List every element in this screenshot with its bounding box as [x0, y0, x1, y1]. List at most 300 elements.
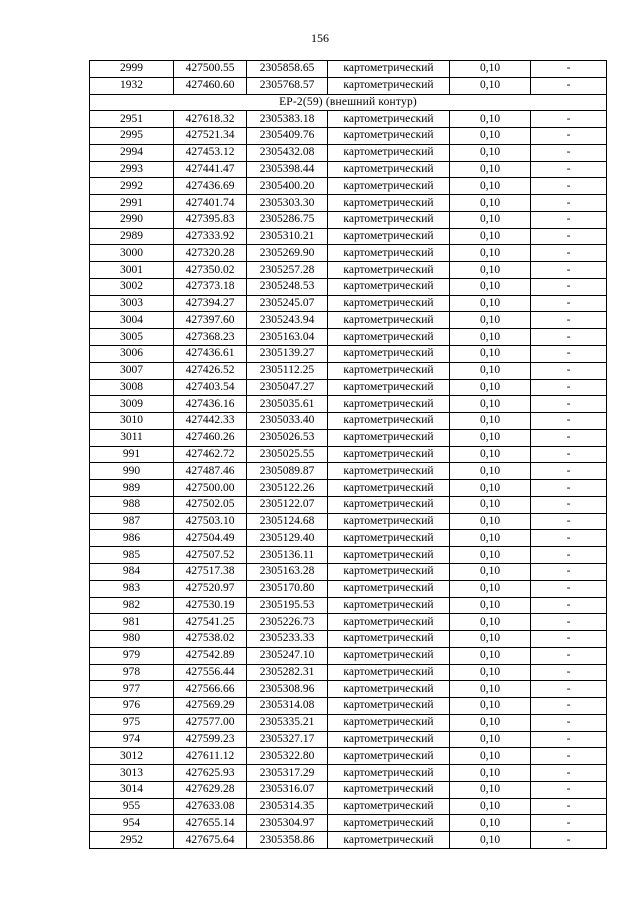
- point-number-cell: 978: [90, 664, 174, 681]
- point-number-cell: 975: [90, 714, 174, 731]
- y-coordinate-cell: 2305170.80: [247, 580, 328, 597]
- y-coordinate-cell: 2305768.57: [247, 77, 328, 94]
- accuracy-cell: 0,10: [450, 547, 531, 564]
- x-coordinate-cell: 427487.46: [174, 463, 247, 480]
- description-cell: -: [531, 278, 607, 295]
- method-cell: картометрический: [328, 128, 450, 145]
- method-cell: картометрический: [328, 631, 450, 648]
- accuracy-cell: 0,10: [450, 463, 531, 480]
- point-number-cell: 976: [90, 698, 174, 715]
- accuracy-cell: 0,10: [450, 111, 531, 128]
- y-coordinate-cell: 2305129.40: [247, 530, 328, 547]
- y-coordinate-cell: 2305310.21: [247, 228, 328, 245]
- table-row: [90, 262, 607, 279]
- x-coordinate-cell: 427599.23: [174, 731, 247, 748]
- method-cell: картометрический: [328, 580, 450, 597]
- description-cell: -: [531, 463, 607, 480]
- description-cell: -: [531, 698, 607, 715]
- point-number-cell: 3009: [90, 396, 174, 413]
- method-cell: картометрический: [328, 362, 450, 379]
- method-cell: картометрический: [328, 446, 450, 463]
- accuracy-cell: 0,10: [450, 295, 531, 312]
- table-row: [90, 530, 607, 547]
- description-cell: -: [531, 329, 607, 346]
- point-number-cell: 2995: [90, 128, 174, 145]
- y-coordinate-cell: 2305247.10: [247, 647, 328, 664]
- point-number-cell: 979: [90, 647, 174, 664]
- x-coordinate-cell: 427436.69: [174, 178, 247, 195]
- accuracy-cell: 0,10: [450, 128, 531, 145]
- accuracy-cell: 0,10: [450, 714, 531, 731]
- table-row: [90, 798, 607, 815]
- table-row: [90, 413, 607, 430]
- point-number-cell: 3006: [90, 346, 174, 363]
- y-coordinate-cell: 2305314.08: [247, 698, 328, 715]
- point-number-cell: 3001: [90, 262, 174, 279]
- x-coordinate-cell: 427395.83: [174, 211, 247, 228]
- method-cell: картометрический: [328, 530, 450, 547]
- y-coordinate-cell: 2305033.40: [247, 413, 328, 430]
- description-cell: -: [531, 195, 607, 212]
- x-coordinate-cell: 427556.44: [174, 664, 247, 681]
- table-row: [90, 815, 607, 832]
- x-coordinate-cell: 427675.64: [174, 832, 247, 849]
- method-cell: картометрический: [328, 463, 450, 480]
- table-row: [90, 245, 607, 262]
- x-coordinate-cell: 427368.23: [174, 329, 247, 346]
- y-coordinate-cell: 2305858.65: [247, 61, 328, 78]
- method-cell: картометрический: [328, 211, 450, 228]
- x-coordinate-cell: 427460.26: [174, 429, 247, 446]
- method-cell: картометрический: [328, 798, 450, 815]
- method-cell: картометрический: [328, 563, 450, 580]
- table-row: [90, 195, 607, 212]
- accuracy-cell: 0,10: [450, 329, 531, 346]
- method-cell: картометрический: [328, 614, 450, 631]
- point-number-cell: 980: [90, 631, 174, 648]
- x-coordinate-cell: 427503.10: [174, 513, 247, 530]
- method-cell: картометрический: [328, 379, 450, 396]
- x-coordinate-cell: 427541.25: [174, 614, 247, 631]
- coordinates-table-body: [90, 61, 607, 849]
- table-row: [90, 346, 607, 363]
- method-cell: картометрический: [328, 832, 450, 849]
- y-coordinate-cell: 2305047.27: [247, 379, 328, 396]
- description-cell: -: [531, 647, 607, 664]
- point-number-cell: 3014: [90, 781, 174, 798]
- method-cell: картометрический: [328, 396, 450, 413]
- table-row: [90, 463, 607, 480]
- table-row: [90, 228, 607, 245]
- section-header-row: [90, 94, 607, 111]
- table-row: [90, 765, 607, 782]
- description-cell: -: [531, 362, 607, 379]
- description-cell: -: [531, 61, 607, 78]
- x-coordinate-cell: 427633.08: [174, 798, 247, 815]
- x-coordinate-cell: 427500.00: [174, 480, 247, 497]
- x-coordinate-cell: 427397.60: [174, 312, 247, 329]
- x-coordinate-cell: 427453.12: [174, 144, 247, 161]
- table-row: [90, 379, 607, 396]
- description-cell: -: [531, 429, 607, 446]
- accuracy-cell: 0,10: [450, 346, 531, 363]
- description-cell: -: [531, 714, 607, 731]
- point-number-cell: 3011: [90, 429, 174, 446]
- point-number-cell: 988: [90, 496, 174, 513]
- description-cell: -: [531, 815, 607, 832]
- point-number-cell: 2991: [90, 195, 174, 212]
- x-coordinate-cell: 427629.28: [174, 781, 247, 798]
- table-row: [90, 832, 607, 849]
- point-number-cell: 989: [90, 480, 174, 497]
- y-coordinate-cell: 2305026.53: [247, 429, 328, 446]
- point-number-cell: 955: [90, 798, 174, 815]
- accuracy-cell: 0,10: [450, 228, 531, 245]
- description-cell: -: [531, 563, 607, 580]
- point-number-cell: 3012: [90, 748, 174, 765]
- accuracy-cell: 0,10: [450, 195, 531, 212]
- point-number-cell: 954: [90, 815, 174, 832]
- x-coordinate-cell: 427436.16: [174, 396, 247, 413]
- point-number-cell: 3008: [90, 379, 174, 396]
- description-cell: -: [531, 245, 607, 262]
- point-number-cell: 2952: [90, 832, 174, 849]
- accuracy-cell: 0,10: [450, 446, 531, 463]
- description-cell: -: [531, 496, 607, 513]
- accuracy-cell: 0,10: [450, 765, 531, 782]
- table-row: [90, 513, 607, 530]
- y-coordinate-cell: 2305327.17: [247, 731, 328, 748]
- method-cell: картометрический: [328, 496, 450, 513]
- x-coordinate-cell: 427394.27: [174, 295, 247, 312]
- accuracy-cell: 0,10: [450, 597, 531, 614]
- table-row: [90, 781, 607, 798]
- y-coordinate-cell: 2305282.31: [247, 664, 328, 681]
- y-coordinate-cell: 2305269.90: [247, 245, 328, 262]
- accuracy-cell: 0,10: [450, 245, 531, 262]
- table-row: [90, 731, 607, 748]
- description-cell: -: [531, 580, 607, 597]
- point-number-cell: 977: [90, 681, 174, 698]
- y-coordinate-cell: 2305112.25: [247, 362, 328, 379]
- description-cell: -: [531, 111, 607, 128]
- y-coordinate-cell: 2305409.76: [247, 128, 328, 145]
- method-cell: картометрический: [328, 77, 450, 94]
- point-number-cell: 3000: [90, 245, 174, 262]
- x-coordinate-cell: 427333.92: [174, 228, 247, 245]
- method-cell: картометрический: [328, 698, 450, 715]
- x-coordinate-cell: 427436.61: [174, 346, 247, 363]
- description-cell: -: [531, 798, 607, 815]
- y-coordinate-cell: 2305243.94: [247, 312, 328, 329]
- point-number-cell: 974: [90, 731, 174, 748]
- table-row: [90, 714, 607, 731]
- method-cell: картометрический: [328, 346, 450, 363]
- table-row: [90, 614, 607, 631]
- accuracy-cell: 0,10: [450, 664, 531, 681]
- description-cell: -: [531, 480, 607, 497]
- table-row: [90, 312, 607, 329]
- accuracy-cell: 0,10: [450, 748, 531, 765]
- x-coordinate-cell: 427569.29: [174, 698, 247, 715]
- y-coordinate-cell: 2305317.29: [247, 765, 328, 782]
- point-number-cell: 2951: [90, 111, 174, 128]
- method-cell: картометрический: [328, 111, 450, 128]
- x-coordinate-cell: 427320.28: [174, 245, 247, 262]
- accuracy-cell: 0,10: [450, 278, 531, 295]
- y-coordinate-cell: 2305124.68: [247, 513, 328, 530]
- method-cell: картометрический: [328, 429, 450, 446]
- x-coordinate-cell: 427502.05: [174, 496, 247, 513]
- method-cell: картометрический: [328, 245, 450, 262]
- method-cell: картометрический: [328, 731, 450, 748]
- method-cell: картометрический: [328, 329, 450, 346]
- x-coordinate-cell: 427530.19: [174, 597, 247, 614]
- accuracy-cell: 0,10: [450, 144, 531, 161]
- y-coordinate-cell: 2305398.44: [247, 161, 328, 178]
- description-cell: -: [531, 396, 607, 413]
- y-coordinate-cell: 2305035.61: [247, 396, 328, 413]
- accuracy-cell: 0,10: [450, 77, 531, 94]
- table-row: [90, 563, 607, 580]
- point-number-cell: 3005: [90, 329, 174, 346]
- accuracy-cell: 0,10: [450, 798, 531, 815]
- description-cell: -: [531, 547, 607, 564]
- method-cell: картометрический: [328, 262, 450, 279]
- y-coordinate-cell: 2305139.27: [247, 346, 328, 363]
- method-cell: картометрический: [328, 815, 450, 832]
- point-number-cell: 3013: [90, 765, 174, 782]
- x-coordinate-cell: 427507.52: [174, 547, 247, 564]
- method-cell: картометрический: [328, 413, 450, 430]
- page-number: 156: [311, 31, 329, 45]
- description-cell: -: [531, 161, 607, 178]
- accuracy-cell: 0,10: [450, 496, 531, 513]
- point-number-cell: 1932: [90, 77, 174, 94]
- accuracy-cell: 0,10: [450, 396, 531, 413]
- point-number-cell: 2989: [90, 228, 174, 245]
- table-row: [90, 429, 607, 446]
- y-coordinate-cell: 2305322.80: [247, 748, 328, 765]
- method-cell: картометрический: [328, 144, 450, 161]
- accuracy-cell: 0,10: [450, 731, 531, 748]
- description-cell: -: [531, 346, 607, 363]
- table-row: [90, 698, 607, 715]
- description-cell: -: [531, 211, 607, 228]
- x-coordinate-cell: 427401.74: [174, 195, 247, 212]
- y-coordinate-cell: 2305226.73: [247, 614, 328, 631]
- method-cell: картометрический: [328, 312, 450, 329]
- y-coordinate-cell: 2305335.21: [247, 714, 328, 731]
- point-number-cell: 990: [90, 463, 174, 480]
- point-number-cell: 2999: [90, 61, 174, 78]
- x-coordinate-cell: 427618.32: [174, 111, 247, 128]
- accuracy-cell: 0,10: [450, 781, 531, 798]
- x-coordinate-cell: 427611.12: [174, 748, 247, 765]
- description-cell: -: [531, 781, 607, 798]
- point-number-cell: 991: [90, 446, 174, 463]
- x-coordinate-cell: 427538.02: [174, 631, 247, 648]
- accuracy-cell: 0,10: [450, 362, 531, 379]
- method-cell: картометрический: [328, 228, 450, 245]
- method-cell: картометрический: [328, 295, 450, 312]
- table-row: [90, 128, 607, 145]
- description-cell: -: [531, 614, 607, 631]
- y-coordinate-cell: 2305025.55: [247, 446, 328, 463]
- y-coordinate-cell: 2305136.11: [247, 547, 328, 564]
- y-coordinate-cell: 2305195.53: [247, 597, 328, 614]
- description-cell: -: [531, 731, 607, 748]
- accuracy-cell: 0,10: [450, 563, 531, 580]
- y-coordinate-cell: 2305358.86: [247, 832, 328, 849]
- x-coordinate-cell: 427517.38: [174, 563, 247, 580]
- description-cell: -: [531, 765, 607, 782]
- accuracy-cell: 0,10: [450, 211, 531, 228]
- method-cell: картометрический: [328, 748, 450, 765]
- method-cell: картометрический: [328, 597, 450, 614]
- table-row: [90, 681, 607, 698]
- y-coordinate-cell: 2305122.26: [247, 480, 328, 497]
- point-number-cell: 3010: [90, 413, 174, 430]
- table-row: [90, 647, 607, 664]
- point-number-cell: 3004: [90, 312, 174, 329]
- description-cell: -: [531, 631, 607, 648]
- method-cell: картометрический: [328, 681, 450, 698]
- description-cell: -: [531, 446, 607, 463]
- point-number-cell: 3007: [90, 362, 174, 379]
- point-number-cell: 2993: [90, 161, 174, 178]
- accuracy-cell: 0,10: [450, 832, 531, 849]
- description-cell: -: [531, 530, 607, 547]
- table-row: [90, 580, 607, 597]
- table-row: [90, 496, 607, 513]
- table-row: [90, 295, 607, 312]
- table-row: [90, 664, 607, 681]
- y-coordinate-cell: 2305304.97: [247, 815, 328, 832]
- description-cell: -: [531, 295, 607, 312]
- table-row: [90, 161, 607, 178]
- accuracy-cell: 0,10: [450, 413, 531, 430]
- description-cell: -: [531, 513, 607, 530]
- method-cell: картометрический: [328, 765, 450, 782]
- accuracy-cell: 0,10: [450, 530, 531, 547]
- x-coordinate-cell: 427426.52: [174, 362, 247, 379]
- description-cell: -: [531, 413, 607, 430]
- y-coordinate-cell: 2305314.35: [247, 798, 328, 815]
- x-coordinate-cell: 427442.33: [174, 413, 247, 430]
- x-coordinate-cell: 427625.93: [174, 765, 247, 782]
- x-coordinate-cell: 427542.89: [174, 647, 247, 664]
- accuracy-cell: 0,10: [450, 698, 531, 715]
- point-number-cell: 985: [90, 547, 174, 564]
- method-cell: картометрический: [328, 714, 450, 731]
- table-row: [90, 480, 607, 497]
- table-row: [90, 597, 607, 614]
- method-cell: картометрический: [328, 61, 450, 78]
- table-row: [90, 278, 607, 295]
- accuracy-cell: 0,10: [450, 262, 531, 279]
- accuracy-cell: 0,10: [450, 815, 531, 832]
- y-coordinate-cell: 2305089.87: [247, 463, 328, 480]
- description-cell: -: [531, 128, 607, 145]
- description-cell: -: [531, 77, 607, 94]
- description-cell: -: [531, 178, 607, 195]
- x-coordinate-cell: 427504.49: [174, 530, 247, 547]
- table-row: [90, 396, 607, 413]
- y-coordinate-cell: 2305303.30: [247, 195, 328, 212]
- table-row: [90, 631, 607, 648]
- x-coordinate-cell: 427655.14: [174, 815, 247, 832]
- y-coordinate-cell: 2305383.18: [247, 111, 328, 128]
- table-row: [90, 77, 607, 94]
- table-row: [90, 547, 607, 564]
- accuracy-cell: 0,10: [450, 580, 531, 597]
- y-coordinate-cell: 2305308.96: [247, 681, 328, 698]
- y-coordinate-cell: 2305163.28: [247, 563, 328, 580]
- description-cell: -: [531, 312, 607, 329]
- method-cell: картометрический: [328, 647, 450, 664]
- point-number-cell: 984: [90, 563, 174, 580]
- point-number-cell: 3002: [90, 278, 174, 295]
- method-cell: картометрический: [328, 781, 450, 798]
- x-coordinate-cell: 427521.34: [174, 128, 247, 145]
- y-coordinate-cell: 2305245.07: [247, 295, 328, 312]
- x-coordinate-cell: 427566.66: [174, 681, 247, 698]
- point-number-cell: 3003: [90, 295, 174, 312]
- y-coordinate-cell: 2305122.07: [247, 496, 328, 513]
- method-cell: картометрический: [328, 513, 450, 530]
- description-cell: -: [531, 144, 607, 161]
- accuracy-cell: 0,10: [450, 312, 531, 329]
- method-cell: картометрический: [328, 547, 450, 564]
- method-cell: картометрический: [328, 161, 450, 178]
- x-coordinate-cell: 427403.54: [174, 379, 247, 396]
- x-coordinate-cell: 427577.00: [174, 714, 247, 731]
- method-cell: картометрический: [328, 664, 450, 681]
- x-coordinate-cell: 427350.02: [174, 262, 247, 279]
- accuracy-cell: 0,10: [450, 178, 531, 195]
- table-row: [90, 178, 607, 195]
- accuracy-cell: 0,10: [450, 61, 531, 78]
- y-coordinate-cell: 2305400.20: [247, 178, 328, 195]
- y-coordinate-cell: 2305163.04: [247, 329, 328, 346]
- accuracy-cell: 0,10: [450, 429, 531, 446]
- x-coordinate-cell: 427373.18: [174, 278, 247, 295]
- y-coordinate-cell: 2305286.75: [247, 211, 328, 228]
- y-coordinate-cell: 2305248.53: [247, 278, 328, 295]
- x-coordinate-cell: 427441.47: [174, 161, 247, 178]
- accuracy-cell: 0,10: [450, 379, 531, 396]
- description-cell: -: [531, 664, 607, 681]
- y-coordinate-cell: 2305432.08: [247, 144, 328, 161]
- point-number-cell: 2990: [90, 211, 174, 228]
- description-cell: -: [531, 597, 607, 614]
- y-coordinate-cell: 2305257.28: [247, 262, 328, 279]
- accuracy-cell: 0,10: [450, 647, 531, 664]
- method-cell: картометрический: [328, 480, 450, 497]
- description-cell: -: [531, 832, 607, 849]
- description-cell: -: [531, 681, 607, 698]
- table-row: [90, 329, 607, 346]
- table-row: [90, 61, 607, 78]
- table-row: [90, 748, 607, 765]
- table-row: [90, 362, 607, 379]
- point-number-cell: 983: [90, 580, 174, 597]
- method-cell: картометрический: [328, 278, 450, 295]
- description-cell: -: [531, 262, 607, 279]
- accuracy-cell: 0,10: [450, 480, 531, 497]
- accuracy-cell: 0,10: [450, 513, 531, 530]
